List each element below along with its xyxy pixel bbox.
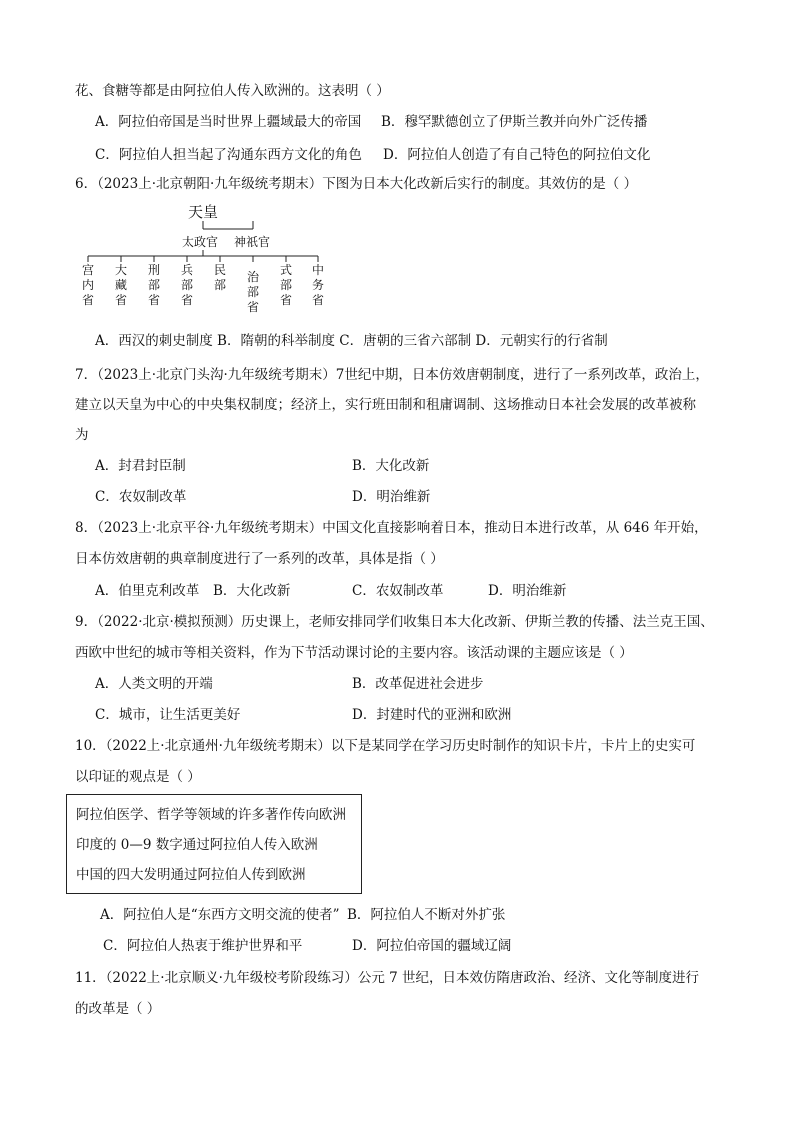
- q7-option-c[interactable]: C．农奴制改革: [95, 489, 187, 505]
- q6-stem: 6．（2023上·北京朝阳·九年级统考期末）下图为日本大化改新后实行的制度。其效仿的是（ ）: [75, 176, 638, 192]
- q9-option-c[interactable]: C．城市，让生活更美好: [95, 707, 241, 723]
- q5-option-c[interactable]: C．阿拉伯人担当起了沟通东西方文化的角色: [95, 147, 362, 163]
- card-line-2: 印度的 0—9 数字通过阿拉伯人传入欧洲: [76, 837, 318, 853]
- diagram-leaf-7: 中务省: [311, 263, 325, 307]
- q10-stem-line2: 以印证的观点是（ ）: [75, 769, 201, 785]
- q5-option-b[interactable]: B．穆罕默德创立了伊斯兰教并向外广泛传播: [381, 114, 648, 130]
- q9-option-b[interactable]: B．改革促进社会进步: [352, 676, 484, 692]
- q6-org-diagram: [78, 200, 338, 320]
- q8-option-a[interactable]: A．伯里克利改革: [95, 583, 200, 599]
- knowledge-card: [66, 794, 362, 894]
- diagram-leaves: [82, 262, 324, 314]
- q8-option-c[interactable]: C．农奴制改革: [352, 583, 444, 599]
- diagram-leaf-0: 宫内省: [81, 263, 95, 307]
- q9-option-d[interactable]: D．封建时代的亚洲和欧洲: [352, 707, 512, 723]
- diagram-middle-0: 太政官: [182, 235, 219, 249]
- diagram-middle-1: 神祇官: [234, 235, 271, 249]
- q5-stem-tail: 花、食糖等都是由阿拉伯人传入欧洲的。这表明（ ）: [75, 83, 390, 99]
- q5-option-d[interactable]: D．阿拉伯人创造了有自己特色的阿拉伯文化: [383, 147, 651, 163]
- diagram-leaf-4: 民部: [213, 263, 227, 292]
- q10-option-c[interactable]: C．阿拉伯人热衷于维护世界和平: [103, 938, 303, 954]
- q7-option-b[interactable]: B．大化改新: [352, 458, 430, 474]
- q8-option-d[interactable]: D．明治维新: [488, 583, 567, 599]
- q10-option-b[interactable]: B．阿拉伯人不断对外扩张: [347, 907, 506, 923]
- diagram-leaf-3: 兵部省: [180, 263, 194, 307]
- q7-stem-line2: 建立以天皇为中心的中央集权制度；经济上，实行班田制和租庸调制、这场推动日本社会发展的改革被称: [75, 397, 696, 413]
- q6-options-line[interactable]: A．西汉的刺史制度 B．隋朝的科举制度 C．唐朝的三省六部制 D．元朝实行的行省制: [95, 333, 608, 349]
- diagram-leaf-2: 刑部省: [147, 263, 161, 307]
- q9-stem-line2: 西欧中世纪的城市等相关资料，作为下节活动课讨论的主要内容。该活动课的主题应该是（ ）: [75, 645, 633, 661]
- q7-option-a[interactable]: A．封君封臣制: [95, 458, 186, 474]
- q7-stem-line3: 为: [75, 427, 89, 443]
- q5-option-a[interactable]: A．阿拉伯帝国是当时世界上疆域最大的帝国: [95, 114, 362, 130]
- q11-stem-line2: 的改革是（ ）: [75, 1001, 161, 1017]
- q10-stem-line1: 10．（2022上·北京通州·九年级统考期末）以下是某同学在学习历史时制作的知识卡片，卡片上的史实可: [75, 738, 696, 754]
- diagram-leaf-5: 治部省: [246, 270, 260, 314]
- q8-option-b[interactable]: B．大化改新: [213, 583, 291, 599]
- q9-option-a[interactable]: A．人类文明的开端: [95, 676, 213, 692]
- diagram-leaf-1: 大藏省: [114, 263, 128, 307]
- q9-stem-line1: 9．（2022·北京·模拟预测）历史课上，老师安排同学们收集日本大化改新、伊斯兰教的传播、法兰克王国、: [75, 614, 714, 630]
- q7-option-d[interactable]: D．明治维新: [352, 489, 431, 505]
- q8-stem-line1: 8．（2023上·北京平谷·九年级统考期末）中国文化直接影响着日本，推动日本进行改革，从 646 年开始，: [75, 520, 708, 536]
- q7-stem-line1: 7．（2023上·北京门头沟·九年级统考期末）7世纪中期，日本仿效唐朝制度，进行了一系列改革，政治上，: [75, 367, 709, 383]
- diagram-top-label: 天皇: [188, 203, 219, 221]
- q10-option-a[interactable]: A．阿拉伯人是“东西方文明交流的使者”: [100, 907, 340, 923]
- q11-stem-line1: 11．（2022上·北京顺义·九年级校考阶段练习）公元 7 世纪，日本效仿隋唐政治、经济、文化等制度进行: [75, 970, 700, 986]
- q10-option-d[interactable]: D．阿拉伯帝国的疆域辽阔: [352, 938, 512, 954]
- card-line-1: 阿拉伯医学、哲学等领域的许多著作传向欧洲: [76, 807, 346, 823]
- diagram-leaf-6: 式部省: [279, 263, 293, 307]
- q8-stem-line2: 日本仿效唐朝的典章制度进行了一系列的改革，具体是指（ ）: [75, 551, 444, 567]
- card-line-3: 中国的四大发明通过阿拉伯人传到欧洲: [76, 867, 306, 883]
